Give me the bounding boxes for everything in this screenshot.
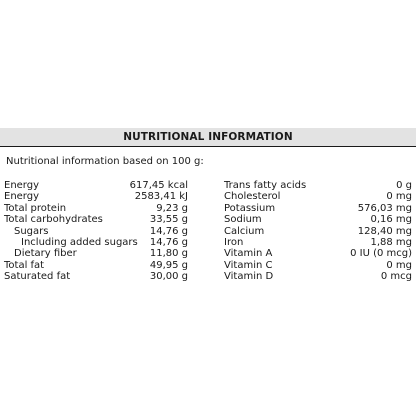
nutrient-value: 2583,41 kJ [134, 191, 188, 203]
nutrition-column-left [4, 180, 188, 283]
nutrient-value: 0 mg [386, 191, 412, 203]
nutrient-label: Vitamin A [224, 248, 273, 260]
nutrient-label: Energy [4, 180, 40, 191]
nutrient-row-total-fat [4, 260, 188, 271]
nutrient-label: Vitamin C [224, 259, 273, 271]
nutrient-row-iron [224, 237, 412, 248]
nutrient-row-sodium [224, 214, 412, 225]
intro-text: Nutritional information based on 100 g: [6, 156, 204, 167]
nutrient-row-vitamin-d [224, 271, 412, 282]
nutrient-label: Dietary fiber [14, 248, 77, 260]
nutrient-label: Total fat [4, 259, 45, 271]
nutrient-value: 0 g [396, 180, 412, 191]
nutrient-value: 0 IU (0 mcg) [350, 248, 412, 260]
nutrient-value: 30,00 g [149, 271, 188, 283]
nutrient-row-saturated-fat [4, 271, 188, 282]
nutrient-label: Sodium [224, 214, 262, 226]
nutrient-value: 0 mg [386, 259, 412, 271]
nutrient-value: 14,76 g [149, 236, 188, 248]
nutrient-row-trans-fatty-acids [224, 180, 412, 191]
nutrient-label: Energy [4, 191, 40, 203]
nutrient-row-dietary-fiber [4, 248, 188, 259]
nutrient-value: 33,55 g [149, 214, 188, 226]
nutrient-value: 576,03 mg [357, 202, 412, 214]
nutrient-label: Iron [224, 236, 244, 248]
nutrient-label: Total carbohydrates [4, 214, 103, 226]
nutrient-row-cholesterol [224, 191, 412, 202]
nutrient-label: Total protein [4, 202, 67, 214]
nutrient-row-total-protein [4, 203, 188, 214]
nutrient-label: Saturated fat [4, 271, 71, 283]
section-header [0, 128, 416, 147]
nutrient-row-energy-kcal [4, 180, 188, 191]
nutrient-row-vitamin-c [224, 260, 412, 271]
nutrient-row-calcium [224, 226, 412, 237]
nutrient-value: 9,23 g [156, 202, 188, 214]
nutrient-label: Calcium [224, 225, 265, 237]
nutrition-column-right [224, 180, 412, 283]
nutrient-label: Trans fatty acids [224, 180, 307, 191]
nutrient-row-energy-kj [4, 191, 188, 202]
nutrient-label: Potassium [224, 202, 276, 214]
nutrient-row-sugars [4, 226, 188, 237]
nutrient-value: 11,80 g [149, 248, 188, 260]
nutrient-row-added-sugars [4, 237, 188, 248]
section-title: NUTRITIONAL INFORMATION [123, 131, 293, 143]
nutrient-row-potassium [224, 203, 412, 214]
nutrient-value: 617,45 kcal [129, 180, 188, 191]
nutrient-label: Sugars [14, 225, 49, 237]
nutrient-value: 128,40 mg [357, 225, 412, 237]
nutrient-label: Vitamin D [224, 271, 274, 283]
nutrient-label: Cholesterol [224, 191, 281, 203]
nutrient-value: 49,95 g [149, 259, 188, 271]
nutrient-row-vitamin-a [224, 248, 412, 259]
nutrient-label: Including added sugars [21, 236, 138, 248]
nutrient-value: 0,16 mg [370, 214, 412, 226]
nutrient-value: 1,88 mg [370, 236, 412, 248]
nutrient-row-total-carbohydrates [4, 214, 188, 225]
nutrient-value: 0 mcg [380, 271, 412, 283]
nutrient-value: 14,76 g [149, 225, 188, 237]
